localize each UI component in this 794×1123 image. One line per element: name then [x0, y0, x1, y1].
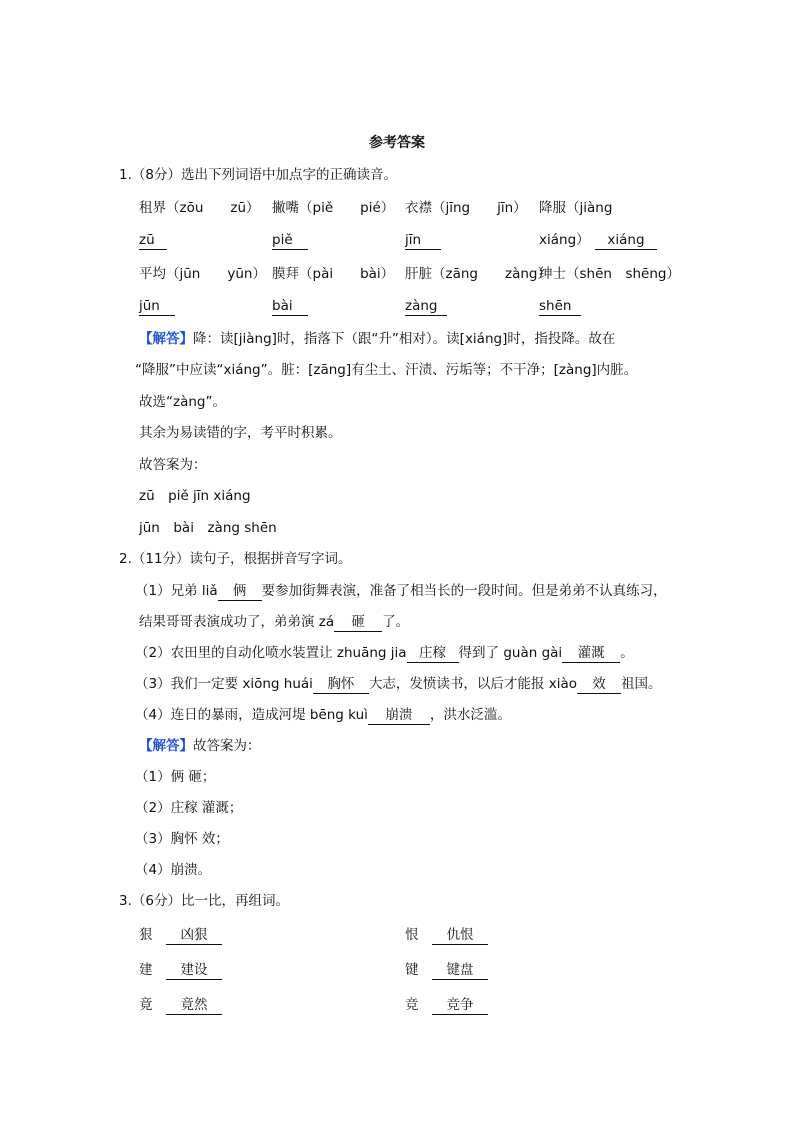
sentence-text: （2）农田里的自动化喷水装置让 zhuāng jia [135, 645, 407, 661]
word-answer: 建设 [166, 962, 222, 980]
sentence-text: （4）连日的暴雨，造成河堤 bēng kuì [135, 707, 368, 723]
answer-line: （2）庄稼 灌溉； [135, 800, 243, 816]
fill-answer: 砸 [334, 614, 382, 632]
compare-char: 键 [405, 962, 419, 978]
answer-line: zū piě jīn xiáng [139, 488, 251, 504]
q1-answer-blank [139, 231, 167, 250]
q1-word-cont: xiáng） [539, 232, 590, 248]
q1-stem: 1.（8分）选出下列词语中加点字的正确读音。 [119, 167, 397, 183]
q1-word: 平均（jūn yūn） [139, 266, 266, 282]
fill-answer: 崩溃 [368, 707, 430, 725]
q3-pair-right [405, 926, 488, 945]
analysis-text: 降：读[jiàng]时，指落下（跟“升”相对）。读[xiáng]时，指投降。故在 [193, 331, 616, 347]
sentence-text: 祖国。 [621, 676, 662, 692]
answer-line: （1）俩 砸； [135, 769, 216, 785]
fill-answer: 胸怀 [313, 676, 369, 694]
word-answer: 竞争 [432, 997, 488, 1015]
sentence-text: （3）我们一定要 xiōng huái [135, 676, 313, 692]
compare-char: 竟 [139, 997, 153, 1013]
analysis-tag: 【解答】 [139, 331, 193, 347]
q1-answer: zàng [405, 298, 447, 316]
sentence-text: 得到了 guàn gài [458, 645, 563, 661]
compare-char: 狠 [139, 927, 153, 943]
q1-word: 降服（jiàng [539, 200, 613, 216]
q1-answer-blank [272, 231, 308, 250]
sentence-text: 结果哥哥表演成功了，弟弟演 zá [139, 614, 335, 630]
analysis-text: 其余为易读错的字，考平时积累。 [139, 425, 342, 441]
sentence-text: 了。 [382, 614, 410, 630]
q3-stem: 3.（6分）比一比，再组词。 [119, 893, 289, 909]
q1-answer-blank [595, 231, 657, 250]
q1-answer: xiáng [595, 232, 657, 250]
compare-char: 恨 [405, 927, 419, 943]
q1-answer-blank [272, 297, 308, 316]
analysis-tag: 【解答】 [139, 738, 193, 754]
word-answer: 仇恨 [432, 927, 488, 945]
q2-sentence-2 [135, 644, 634, 663]
answer-line: （3）胸怀 效； [135, 831, 229, 847]
analysis-text: 故选“zàng”。 [139, 394, 226, 410]
q2-sentence-1-cont [139, 613, 409, 632]
analysis-text: “降服”中应读“xiáng”。脏：[zāng]有尘土、汗渍、污垢等；不干净；[zàng]内脏。 [135, 362, 638, 378]
q1-answer: jūn [139, 298, 175, 316]
q1-analysis [139, 330, 615, 348]
q1-answer-blank [405, 231, 441, 250]
q1-word: 衣襟（jīng jīn） [405, 200, 527, 216]
fill-answer: 庄稼 [407, 645, 459, 663]
q1-answer: shēn [539, 298, 581, 316]
q3-pair-left [139, 996, 222, 1015]
word-answer: 竟然 [166, 997, 222, 1015]
page-title: 参考答案 [369, 135, 425, 151]
fill-answer: 俩 [218, 583, 262, 601]
answer-line: （4）崩溃。 [135, 862, 212, 878]
q1-answer: jīn [405, 232, 441, 250]
q1-word: 肝脏（zāng zàng） [405, 266, 551, 282]
q1-answer: piě [272, 232, 308, 250]
q3-pair-right [405, 996, 488, 1015]
q2-sentence-4 [135, 706, 511, 725]
sentence-text: 。 [620, 645, 634, 661]
q2-sentence-3 [135, 675, 662, 694]
word-answer: 凶狠 [166, 927, 222, 945]
analysis-text: 故答案为： [193, 738, 261, 754]
q3-pair-left [139, 926, 222, 945]
q3-pair-left [139, 961, 222, 980]
fill-answer: 效 [577, 676, 621, 694]
q1-word: 膜拜（pài bài） [272, 266, 395, 282]
q1-answer-blank [539, 297, 581, 316]
sentence-text: 大志，发愤读书，以后才能报 xiào [368, 676, 578, 692]
q1-answer: bài [272, 298, 308, 316]
sentence-text: ，洪水泛滥。 [429, 707, 511, 723]
analysis-text: 故答案为： [139, 457, 207, 473]
compare-char: 建 [139, 962, 153, 978]
q2-analysis [139, 737, 261, 755]
answer-line: jūn bài zàng shēn [139, 520, 277, 536]
q1-word: 绅士（shēn shēng） [539, 266, 680, 282]
q1-word: 租界（zōu zū） [139, 200, 260, 216]
q1-word: 撇嘴（piě pié） [272, 200, 395, 216]
q2-sentence-1 [135, 582, 667, 601]
sentence-text: 要参加街舞表演，准备了相当长的一段时间。但是弟弟不认真练习， [261, 583, 667, 599]
q1-answer-blank [139, 297, 175, 316]
compare-char: 竞 [405, 997, 419, 1013]
q3-pair-right [405, 961, 488, 980]
q2-stem: 2.（11分）读句子，根据拼音写字词。 [119, 551, 352, 567]
q1-answer: zū [139, 232, 167, 250]
fill-answer: 灌溉 [562, 645, 620, 663]
sentence-text: （1）兄弟 liǎ [135, 583, 218, 599]
q1-answer-blank [405, 297, 447, 316]
word-answer: 键盘 [432, 962, 488, 980]
